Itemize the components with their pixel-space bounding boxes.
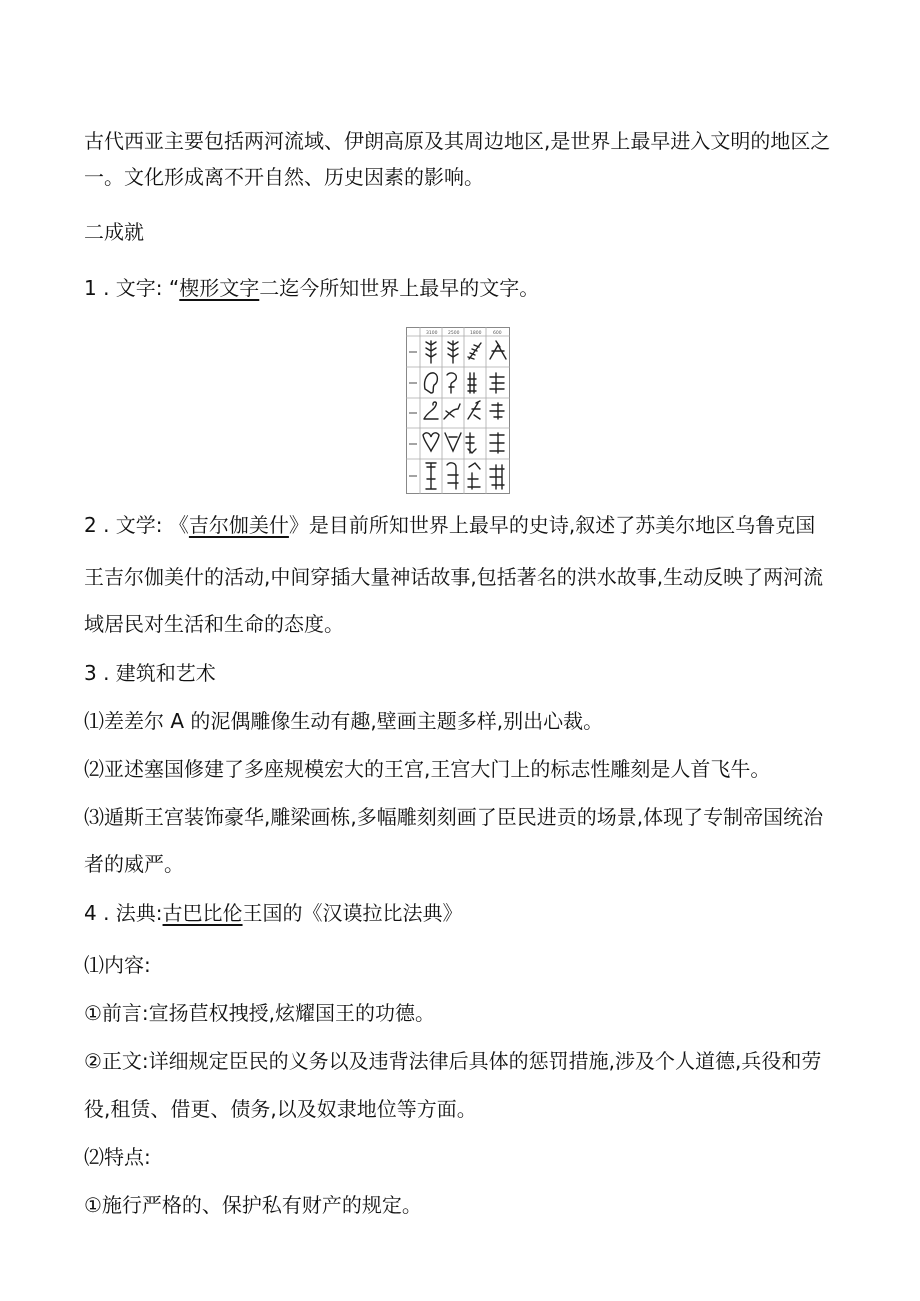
cuneiform-term: 楔形文字 [179, 276, 260, 300]
item-4-suffix: 王国的《汉谟拉比法典》 [242, 901, 463, 925]
item-4-content-2-line-2: 役,租赁、借更、债务,以及奴隶地位等方面。 [84, 1097, 477, 1121]
item-2-line-2: 王吉尔伽美什的活动,中间穿插大量神话故事,包括著名的洪水故事,生动反映了两河流 [84, 565, 824, 589]
item-4-content-title: ⑴内容: [84, 953, 151, 977]
item-3-sub-3-line-2: 者的威严。 [84, 852, 184, 876]
item-2-line-3: 域居民对生活和生命的态度。 [84, 612, 344, 636]
item-4-content-2-line-1: ②正文:详细规定臣民的义务以及违背法律后具体的惩罚措施,涉及个人道德,兵役和劳 [84, 1049, 822, 1073]
item-2-prefix: 2 . 文学: 《 [84, 513, 189, 537]
item-4-feature-1: ①施行严格的、保护私有财产的规定。 [84, 1193, 422, 1217]
item-4-content-1: ①前言:宣扬苣权拽授,炫耀国王的功德。 [84, 1001, 436, 1025]
intro-line-1: 古代西亚主要包括两河流域、伊朗高原及其周边地区,是世界上最早进入文明的地区之 [84, 129, 831, 153]
item-3-sub-1: ⑴差差尔 A 的泥偶雕像生动有趣,壁画主题多样,别出心裁。 [84, 709, 604, 733]
figure-header-3: 1800 [470, 331, 482, 336]
cuneiform-table-graphic [406, 327, 510, 494]
item-4-law-code [84, 890, 844, 936]
figure-header-1: 3100 [426, 331, 438, 336]
figure-header-4: 600 [493, 331, 502, 336]
item-2-line-1-rest: 》是目前所知世界上最早的史诗,叙述了苏美尔地区乌鲁克国 [288, 513, 816, 537]
item-3-sub-3-line-1: ⑶遁斯王宫装饰豪华,雕梁画栋,多幅雕刻刻画了臣民进贡的场景,体现了专制帝国统治 [84, 805, 824, 829]
babylon-term: 古巴比伦 [162, 901, 243, 925]
cuneiform-evolution-figure [406, 327, 510, 494]
intro-line-2: 一。文化形成离不开自然、历史因素的影响。 [84, 165, 484, 189]
figure-header-2: 2500 [448, 331, 460, 336]
section-title: 二成就 [84, 220, 144, 244]
item-4-prefix: 4 . 法典: [84, 901, 163, 925]
item-1-writing [84, 265, 844, 311]
gilgamesh-term: 吉尔伽美什 [188, 513, 289, 537]
item-3-sub-2: ⑵亚述塞国修建了多座规模宏大的王宫,王宫大门上的标志性雕刻是人首飞牛。 [84, 757, 771, 781]
item-2-literature [84, 502, 844, 548]
item-4-feature-title: ⑵特点: [84, 1145, 151, 1169]
item-1-prefix: 1 . 文字: “ [84, 276, 180, 300]
item-1-suffix: 二迄今所知世界上最早的文字。 [259, 276, 540, 300]
item-3-title: 3 . 建筑和艺术 [84, 661, 216, 685]
